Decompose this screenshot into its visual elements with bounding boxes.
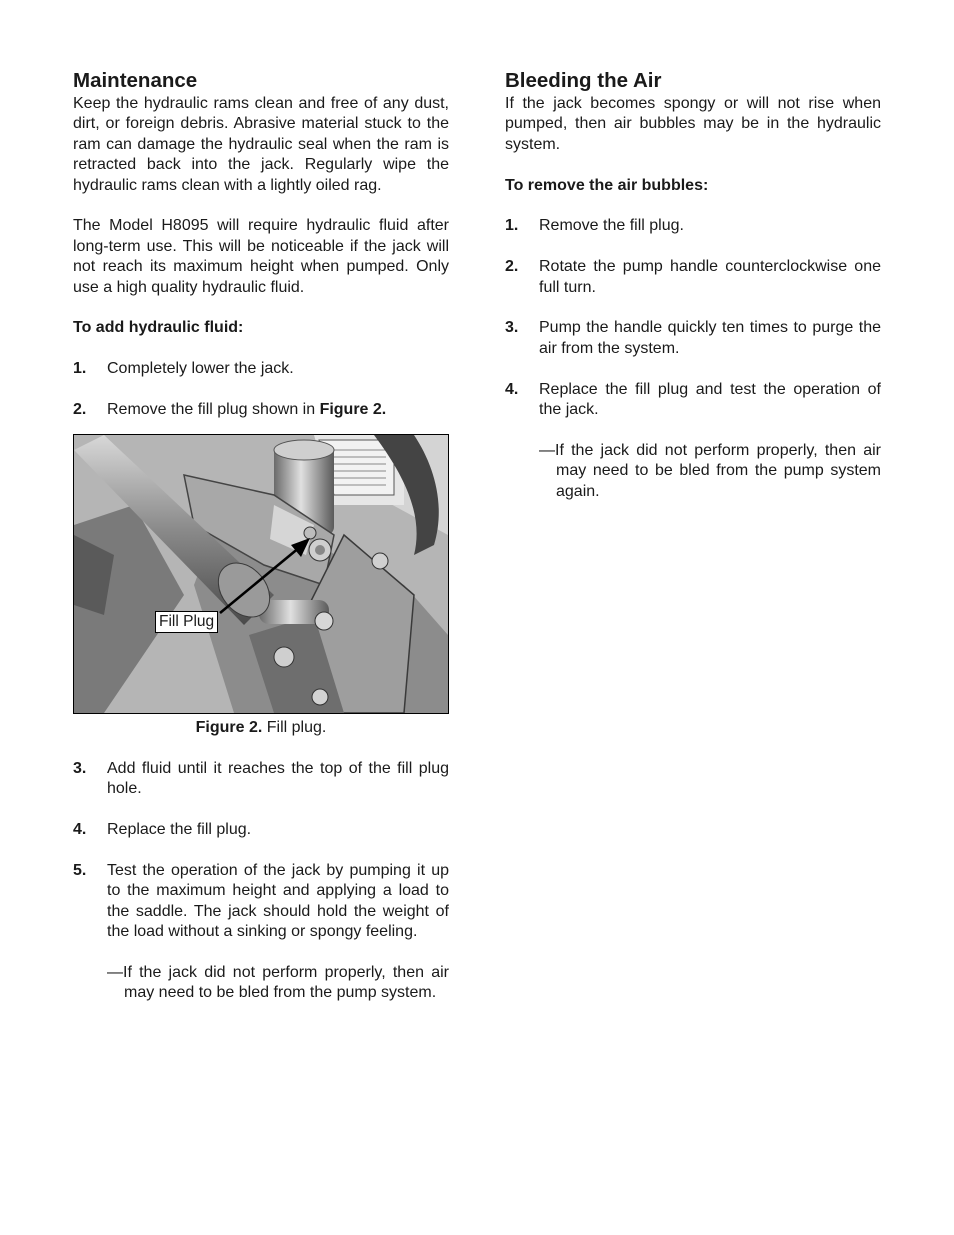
remove-air-subheading: To remove the air bubbles:	[505, 176, 709, 194]
maintenance-paragraph-2: The Model H8095 will require hydraulic fluid after long-term use. This will be noticeable if the jack will not reach its maximum height when pumped. Only use a high quality hydraulic fluid.	[73, 217, 449, 296]
step-number: 4.	[505, 380, 519, 398]
add-fluid-subheading: To add hydraulic fluid:	[73, 319, 244, 337]
step-number: 4.	[73, 821, 87, 839]
step-text: Add fluid until it reaches the top of the fill plug hole.	[107, 759, 449, 798]
step-number: 2.	[73, 401, 87, 419]
troubleshooting-note: —If the jack did not perform properly, then air may need to be bled from the pump system.	[107, 963, 449, 1002]
add-fluid-steps-part-2	[73, 759, 449, 1004]
step-text: Remove the fill plug.	[539, 217, 684, 235]
step-item	[73, 861, 449, 1004]
left-column	[73, 68, 449, 1004]
step-text: Replace the fill plug.	[107, 821, 252, 839]
step-number: 5.	[73, 861, 87, 879]
step-item	[505, 257, 881, 298]
right-column	[505, 68, 881, 502]
troubleshooting-note: —If the jack did not perform properly, then air may need to be bled from the pump system again.	[539, 441, 881, 500]
jack-illustration	[74, 435, 448, 713]
step-item	[73, 820, 449, 840]
step-number: 3.	[505, 319, 519, 337]
step-item	[73, 759, 449, 800]
figure-caption	[73, 718, 449, 738]
step-text: Remove the fill plug shown in	[107, 401, 320, 419]
step-text: Replace the fill plug and test the operation of the jack.	[539, 380, 881, 419]
remove-air-steps	[505, 216, 881, 502]
add-fluid-steps-part-1	[73, 359, 449, 420]
step-text: Test the operation of the jack by pumping it up to the maximum height and applying a load to the saddle. The jack should hold the weight of the load without a sinking or spongy feeling.	[107, 861, 449, 941]
step-number: 1.	[73, 360, 87, 378]
step-number: 3.	[73, 759, 87, 777]
step-text: Pump the handle quickly ten times to purge the air from the system.	[539, 319, 881, 357]
step-item	[505, 318, 881, 359]
step-item	[73, 359, 449, 379]
fill-plug-photo	[73, 434, 449, 714]
caption-label: Figure 2.	[195, 719, 263, 737]
bleeding-heading: Bleeding the Air	[505, 69, 662, 92]
step-text: Rotate the pump handle counterclockwise one full turn.	[539, 258, 881, 296]
figure-reference: Figure 2.	[319, 401, 387, 419]
caption-text: Fill plug.	[262, 719, 327, 737]
step-item	[505, 216, 881, 236]
maintenance-paragraph-1: Keep the hydraulic rams clean and free of any dust, dirt, or foreign debris. Abrasive material stuck to the ram can damage the hydraulic seal when the ram is retracted back into the jack. Regularly wipe the hydraulic rams clean with a lightly oiled rag.	[73, 95, 449, 194]
fill-plug-callout: Fill Plug	[155, 611, 218, 633]
step-number: 1.	[505, 217, 519, 235]
step-number: 2.	[505, 258, 519, 276]
step-item	[73, 400, 449, 420]
step-item	[505, 380, 881, 502]
step-text: Completely lower the jack.	[107, 360, 294, 378]
bleeding-paragraph: If the jack becomes spongy or will not rise when pumped, then air bubbles may be in the hydraulic system.	[505, 95, 881, 153]
maintenance-heading: Maintenance	[73, 69, 198, 92]
